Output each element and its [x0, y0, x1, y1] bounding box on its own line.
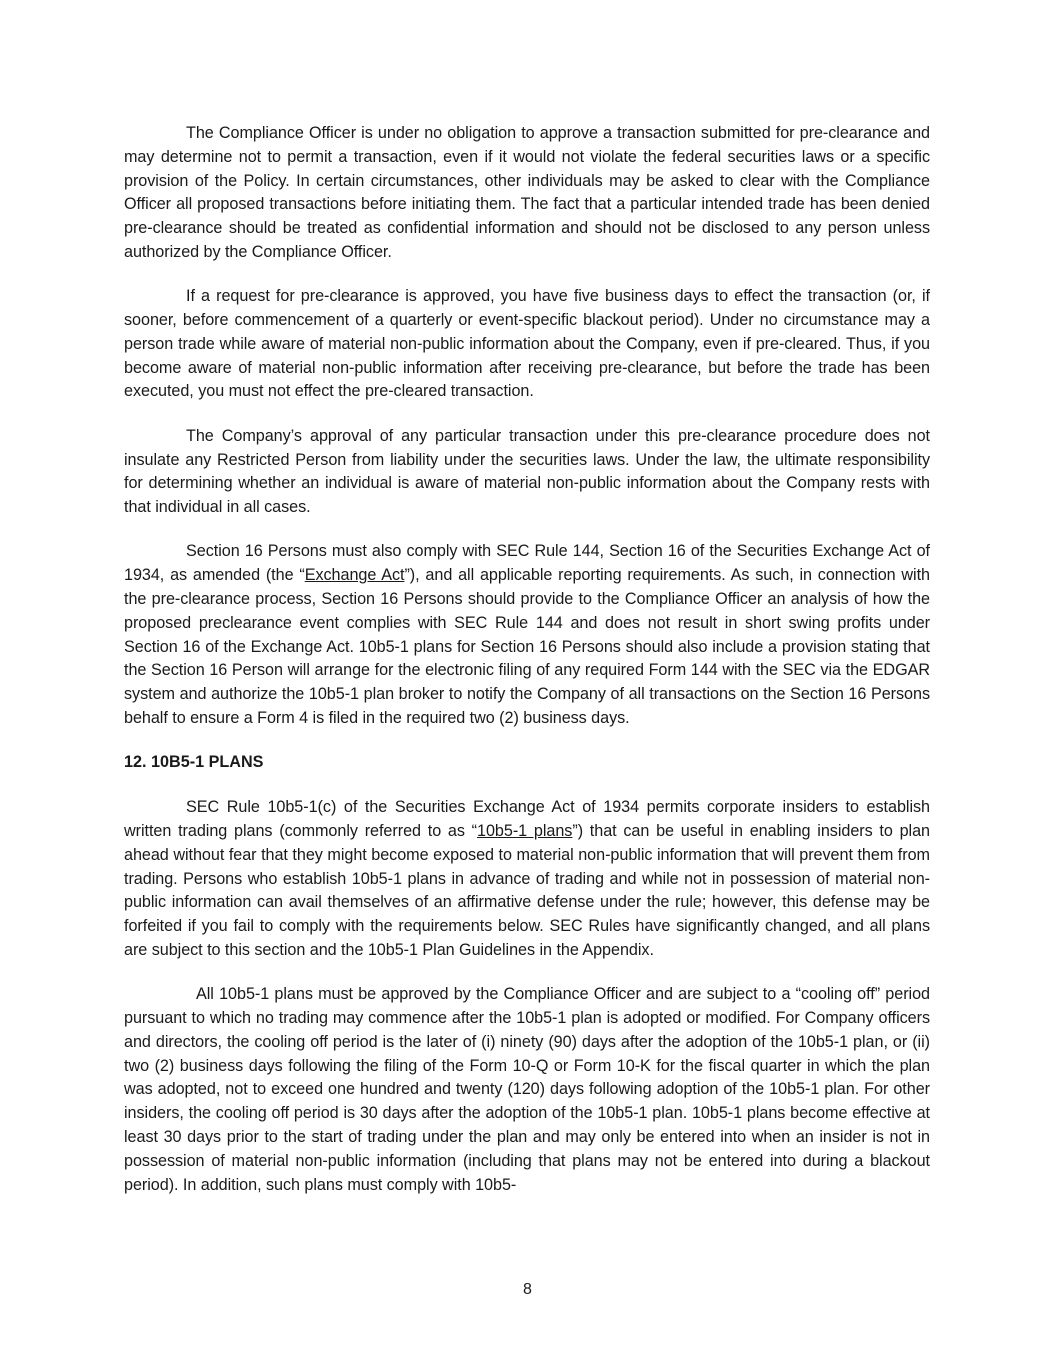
paragraph-text-before: SEC Rule 10b5-1(c) of the Securities Exchange Act of 1934 permits corporate insiders to establish written trading plans (commonly referred to as “ — [124, 798, 930, 840]
paragraph-text-after: ”) that can be useful in enabling insiders to plan ahead without fear that they might become exposed to material non-public information that will prevent them from trading. Persons who establish 10b5-1 plans in advance of trading and while not in possession of material non-public information can avail themselves of an affirmative defense under the rule; however, this defense may be forfeited if you fail to comply with the requirements below. SEC Rules have significantly changed, and all plans are subject to this section and the 10b5-1 Plan Guidelines in the Appendix. — [124, 821, 930, 959]
paragraph-section-16-persons — [124, 540, 930, 730]
paragraph-text-before: Section 16 Persons must also comply with SEC Rule 144, Section 16 of the Securities Exchange Act of 1934, as amended (the “ — [124, 542, 930, 585]
paragraph-text: All 10b5-1 plans must be approved by the Compliance Officer and are subject to a “cooling off” period pursuant to which no trading may commence after the 10b5-1 plan is adopted or modified. For Company officers and directors, the cooling off period is the later of (i) ninety (90) days after the adoption of the 10b5-1 plan, or (ii) two (2) business days following the filing of the Form 10-Q or Form 10-K for the fiscal quarter in which the plan was adopted, not to exceed one hundred and twenty (120) days following adoption of the 10b5-1 plan. For other insiders, the cooling off period is 30 days after the adoption of the 10b5-1 plan. 10b5-1 plans become effective at least 30 days prior to the start of trading under the plan and may only be entered into when an insider is not in possession of material non-public information (including that plans may not be entered into during a blackout period). In addition, such plans must comply with 10b5- — [124, 985, 930, 1194]
paragraph-pre-clearance-approved — [124, 285, 930, 404]
section-heading-10b5-1-plans: 12. 10B5-1 PLANS — [124, 753, 264, 772]
paragraph-sec-rule-10b5-1 — [124, 796, 930, 963]
paragraph-cooling-off — [124, 983, 930, 1197]
paragraph-text: The Compliance Officer is under no obligation to approve a transaction submitted for pre-clearance and may determine not to permit a transaction, even if it would not violate the federal securities laws or a specific provision of the Policy. In certain circumstances, other individuals may be asked to clear with the Compliance Officer all proposed transactions before initiating them. The fact that a particular intended trade has been denied pre-clearance should be treated as confidential information and should not be disclosed to any person unless authorized by the Compliance Officer. — [124, 124, 930, 261]
paragraph-text: If a request for pre-clearance is approved, you have five business days to effect the transaction (or, if sooner, before commencement of a quarterly or event-specific blackout period). Under no circumstance may a person trade while aware of material non-public information about the Company, even if pre-cleared. Thus, if you become aware of material non-public information after receiving pre-clearance, but before the trade has been executed, you must not effect the pre-cleared transaction. — [124, 287, 930, 401]
paragraph-text: The Company’s approval of any particular transaction under this pre-clearance procedure does not insulate any Restricted Person from liability under the securities laws. Under the law, the ultimate responsibility for determining whether an individual is aware of material non-public information about the Company rests with that individual in all cases. — [124, 426, 930, 517]
page-number: 8 — [523, 1281, 532, 1298]
paragraph-pre-clearance-obligation — [124, 122, 930, 265]
paragraph-company-approval — [124, 425, 930, 520]
paragraph-text-after: ”), and all applicable reporting requirements. As such, in connection with the pre-clearance process, Section 16 Persons should provide to the Compliance Officer an analysis of how the proposed preclearance event complies with SEC Rule 144 and does not result in short swing profits under Section 16 of the Exchange Act. 10b5-1 plans for Section 16 Persons should also include a provision stating that the Section 16 Person will arrange for the electronic filing of any required Form 144 with the SEC via the EDGAR system and authorize the 10b5-1 plan broker to notify the Company of all transactions on the Section 16 Persons behalf to ensure a Form 4 is filed in the required two (2) business days. — [124, 566, 931, 728]
defined-term-10b5-1-plans: 10b5-1 plans — [477, 821, 573, 840]
document-page — [124, 122, 930, 1218]
defined-term-exchange-act: Exchange Act — [304, 566, 405, 585]
